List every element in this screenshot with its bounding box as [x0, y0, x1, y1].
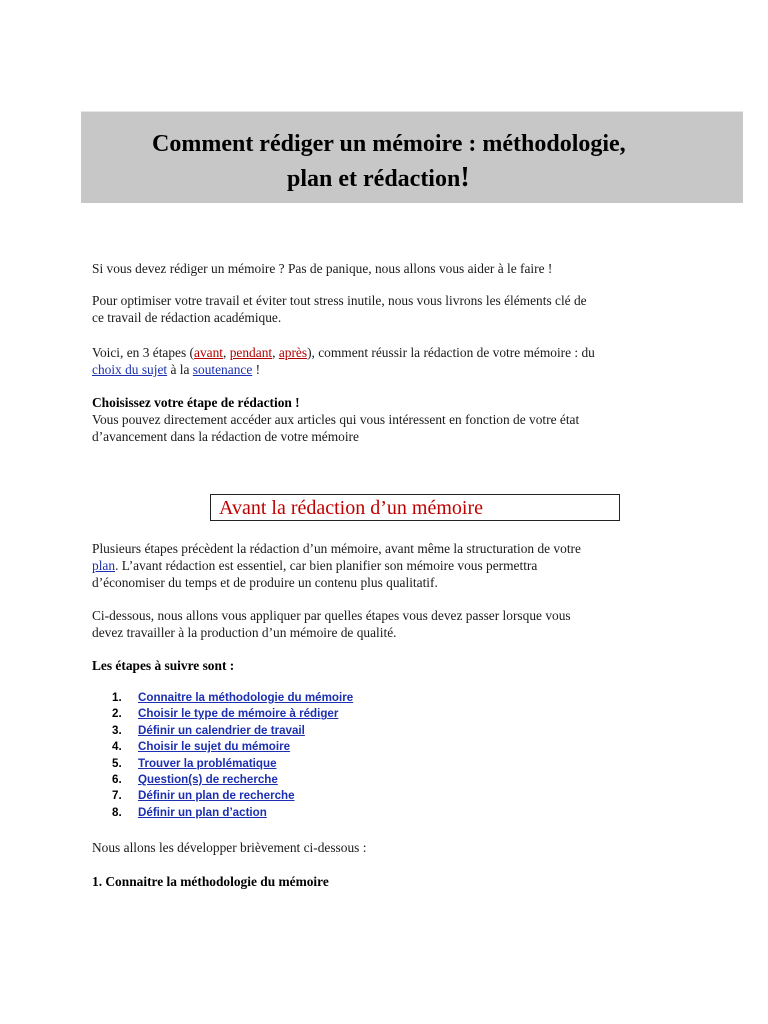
link-soutenance[interactable]: soutenance: [192, 362, 253, 377]
text-fragment: ,: [223, 345, 230, 360]
section-paragraph-1-line-3: d’économiser du temps et de produire un contenu plus qualitatif.: [92, 575, 438, 590]
step-link-type-memoire[interactable]: Choisir le type de mémoire à rédiger: [138, 707, 339, 721]
intro-paragraph-3-line-1: [92, 344, 692, 361]
list-item: [112, 706, 353, 722]
list-item: [112, 805, 353, 821]
link-apres[interactable]: après: [278, 345, 308, 360]
section-paragraph-2-line-1: Ci-dessous, nous allons vous appliquer par quelles étapes vous devez passer lorsque vous: [92, 608, 571, 623]
list-item-number: 6.: [112, 773, 122, 787]
intro-paragraph-2: [92, 292, 692, 326]
page-title-line-1: Comment rédiger un mémoire : méthodologie,: [152, 131, 626, 157]
text-fragment: ,: [272, 345, 279, 360]
text-fragment: à la: [167, 362, 193, 377]
sub-heading: 1. Connaitre la méthodologie du mémoire: [92, 874, 329, 889]
steps-list: [112, 690, 353, 821]
choose-step-line-1: Vous pouvez directement accéder aux articles qui vous intéressent en fonction de votre état: [92, 412, 580, 427]
sub-heading-block: [92, 873, 692, 890]
section-paragraph-1: [92, 540, 692, 591]
page-title-line-2: [287, 162, 470, 194]
text-fragment: . L’avant rédaction est essentiel, car bien planifier son mémoire vous permettra: [115, 558, 538, 573]
page-title-exclamation: !: [460, 162, 470, 193]
link-avant[interactable]: avant: [194, 345, 224, 360]
section-paragraph-2: [92, 607, 692, 641]
step-link-methodologie[interactable]: Connaitre la méthodologie du mémoire: [138, 691, 354, 704]
step-link-questions[interactable]: Question(s) de recherche: [138, 773, 278, 787]
intro-paragraph-3: [92, 344, 692, 378]
intro-paragraph-2-line-1: Pour optimiser votre travail et éviter tout stress inutile, nous vous livrons les éléments clé de: [92, 293, 587, 308]
text-fragment: !: [252, 362, 261, 377]
step-link-plan-action[interactable]: Définir un plan d’action: [138, 805, 267, 819]
list-item-number: 5.: [112, 756, 122, 770]
list-item: [112, 739, 353, 755]
section-title: Avant la rédaction d’un mémoire: [219, 497, 483, 519]
choose-step-line-2: d’avancement dans la rédaction de votre mémoire: [92, 429, 359, 444]
link-pendant[interactable]: pendant: [229, 345, 273, 360]
choose-step-heading: Choisissez votre étape de rédaction !: [92, 395, 300, 410]
link-plan[interactable]: plan: [92, 558, 116, 573]
list-item: [112, 756, 353, 772]
list-item-number: 7.: [112, 789, 122, 803]
section-paragraph-1-line-2: [92, 557, 692, 574]
step-link-calendrier[interactable]: Définir un calendrier de travail: [138, 723, 305, 737]
section-paragraph-2-line-2: devez travailler à la production d’un mémoire de qualité.: [92, 625, 397, 640]
list-item-number: 4.: [112, 740, 122, 754]
list-item-number: 3.: [112, 723, 122, 737]
list-item-number: 8.: [112, 805, 122, 819]
intro-paragraph-3-line-2: [92, 361, 692, 378]
steps-heading-block: [92, 657, 692, 674]
list-item: [112, 690, 353, 706]
list-item-number: 1.: [112, 691, 122, 704]
list-item: [112, 772, 353, 788]
section-paragraph-1-line-1: Plusieurs étapes précèdent la rédaction d’un mémoire, avant même la structuration de votre: [92, 541, 581, 556]
text-fragment: Voici, en 3 étapes (: [92, 345, 195, 360]
list-item: [112, 788, 353, 804]
intro-paragraph-1: Si vous devez rédiger un mémoire ? Pas de panique, nous allons vous aider à le faire !: [92, 261, 553, 276]
step-link-plan-recherche[interactable]: Définir un plan de recherche: [138, 789, 295, 803]
list-item: [112, 723, 353, 739]
page-title-line-2-text: plan et rédaction: [287, 166, 461, 192]
intro-paragraph-2-line-2: ce travail de rédaction académique.: [92, 310, 282, 325]
list-item-number: 2.: [112, 707, 122, 721]
section-title-box: [210, 494, 620, 521]
outro-paragraph: Nous allons les développer brièvement ci-dessous :: [92, 840, 367, 855]
choose-step-block: [92, 394, 692, 445]
steps-heading: Les étapes à suivre sont :: [92, 658, 235, 673]
link-choix-du-sujet[interactable]: choix du sujet: [92, 362, 168, 377]
step-link-sujet[interactable]: Choisir le sujet du mémoire: [138, 740, 291, 754]
step-link-problematique[interactable]: Trouver la problématique: [138, 756, 277, 770]
text-fragment: ), comment réussir la rédaction de votre mémoire : du: [307, 345, 595, 360]
